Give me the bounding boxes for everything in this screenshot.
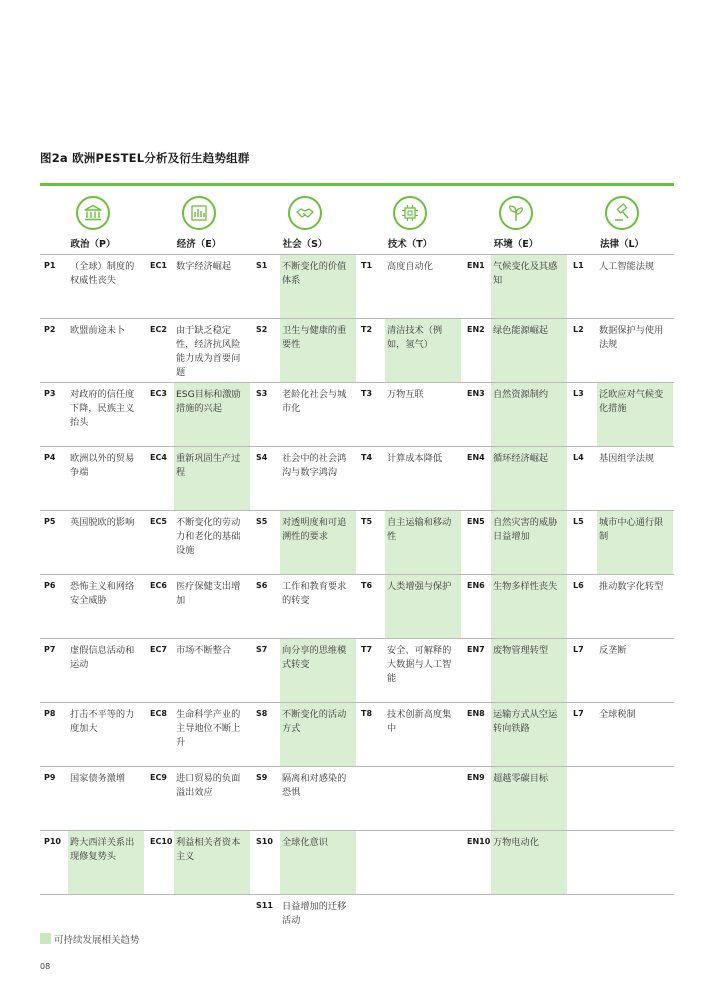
legend-text: 可持续发展相关趋势	[54, 935, 140, 946]
trend-code: EC3	[150, 389, 167, 398]
trend-text: ESG目标和激励措施的兴起	[176, 389, 241, 414]
category-header	[569, 186, 675, 254]
trend-cell	[491, 895, 567, 950]
trend-text: 人类增强与保护	[387, 581, 452, 592]
trend-text: 全球化意识	[282, 837, 328, 848]
trend-cell	[280, 383, 356, 446]
trend-code: EN7	[467, 645, 485, 654]
trend-code: L5	[573, 517, 584, 526]
trend-cell	[174, 575, 250, 638]
trend-cell	[174, 767, 250, 830]
trend-code: P5	[44, 517, 56, 526]
trend-cell	[68, 767, 144, 830]
trend-code: EC6	[150, 581, 167, 590]
sustainability-trend-cell	[491, 639, 567, 702]
trend-cell	[385, 895, 461, 950]
trend-code: EN8	[467, 709, 485, 718]
trend-text: 由于缺乏稳定性，经济抗风险能力成为首要问题	[176, 325, 241, 378]
trend-code: EC10	[150, 837, 173, 846]
category-label: 社会（S）	[282, 239, 328, 250]
trend-cell	[597, 575, 673, 638]
trend-code: L2	[573, 325, 584, 334]
trend-text: 万物电动化	[493, 837, 539, 848]
category-header	[146, 186, 252, 254]
handshake-icon	[288, 196, 322, 230]
trend-code: S1	[256, 261, 268, 270]
trend-cell	[280, 575, 356, 638]
category-header	[40, 186, 146, 254]
trend-code: EN6	[467, 581, 485, 590]
trend-code: EC7	[150, 645, 167, 654]
government-building-icon	[76, 196, 110, 230]
trend-code: T7	[361, 645, 373, 654]
trend-code: L4	[573, 453, 584, 462]
sustainability-trend-cell	[491, 767, 567, 830]
page-number: 08	[40, 962, 51, 971]
trend-code: S5	[256, 517, 268, 526]
sustainability-trend-cell	[491, 511, 567, 574]
trend-text: 废物管理转型	[493, 645, 549, 656]
trend-text: 数字经济崛起	[176, 261, 232, 272]
sustainability-trend-cell	[280, 703, 356, 766]
sustainability-trend-cell	[491, 575, 567, 638]
trend-text: 超越零碳目标	[493, 773, 549, 784]
trend-cell	[68, 319, 144, 382]
figure-title: 图2a 欧洲PESTEL分析及衍生趋势组群	[40, 151, 250, 165]
trend-text: 医疗保健支出增加	[176, 581, 241, 606]
trend-cell	[68, 639, 144, 702]
category-label: 政治（P）	[70, 239, 116, 250]
trend-code: T1	[361, 261, 373, 270]
trend-code: EC5	[150, 517, 167, 526]
trend-code: S11	[256, 901, 273, 910]
trend-code: T3	[361, 389, 373, 398]
gavel-icon	[605, 196, 639, 230]
sustainability-trend-cell	[280, 511, 356, 574]
trend-cell	[597, 255, 673, 318]
trend-text: 社会中的社会鸿沟与数字鸿沟	[282, 453, 347, 478]
table-row	[40, 638, 674, 702]
sustainability-trend-cell	[174, 383, 250, 446]
sustainability-trend-cell	[491, 447, 567, 510]
category-headers	[40, 186, 674, 254]
trend-text: 虚假信息活动和运动	[70, 645, 135, 670]
trend-cell	[385, 383, 461, 446]
table-row	[40, 574, 674, 638]
table-row	[40, 510, 674, 574]
category-label: 法律（L）	[599, 239, 645, 250]
trend-code: EN4	[467, 453, 485, 462]
table-row	[40, 382, 674, 446]
trend-text: 计算成本降低	[387, 453, 443, 464]
trend-code: S10	[256, 837, 273, 846]
category-header	[357, 186, 463, 254]
trend-code: S6	[256, 581, 268, 590]
trend-text: 气候变化及其感知	[493, 261, 558, 286]
trend-cell	[280, 767, 356, 830]
trend-code: P3	[44, 389, 56, 398]
sustainability-trend-cell	[491, 255, 567, 318]
trend-code: P10	[44, 837, 61, 846]
trend-text: 市场不断整合	[176, 645, 232, 656]
trend-code: T8	[361, 709, 373, 718]
trend-text: 全球税制	[599, 709, 636, 720]
trend-text: 反垄断	[599, 645, 627, 656]
trend-code: S3	[256, 389, 268, 398]
pestel-table	[40, 186, 674, 950]
trend-code: T5	[361, 517, 373, 526]
trend-text: 跨大西洋关系出现修复势头	[70, 837, 135, 862]
trend-text: （全球）制度的权威性丧失	[70, 261, 135, 286]
trend-code: EN2	[467, 325, 485, 334]
trend-text: 日益增加的迁移活动	[282, 901, 347, 926]
trend-cell	[68, 447, 144, 510]
trend-cell	[174, 895, 250, 950]
trend-text: 生物多样性丧失	[493, 581, 558, 592]
trend-cell	[385, 703, 461, 766]
trend-code: L6	[573, 581, 584, 590]
trend-code: L7	[573, 709, 584, 718]
trend-code: EN9	[467, 773, 485, 782]
sustainability-trend-cell	[174, 831, 250, 894]
trend-code: EC1	[150, 261, 167, 270]
trend-text: 推动数字化转型	[599, 581, 664, 592]
category-label: 技术（T）	[387, 239, 433, 250]
plant-sprout-icon	[499, 196, 533, 230]
trend-code: EC9	[150, 773, 167, 782]
trend-code: P2	[44, 325, 56, 334]
sustainability-trend-cell	[491, 703, 567, 766]
table-row	[40, 830, 674, 894]
table-row	[40, 254, 674, 318]
trend-cell	[597, 319, 673, 382]
trend-text: 卫生与健康的重要性	[282, 325, 347, 350]
trend-code: P8	[44, 709, 56, 718]
trend-cell	[280, 895, 356, 950]
category-header	[463, 186, 569, 254]
trend-cell	[597, 447, 673, 510]
trend-code: S9	[256, 773, 268, 782]
trend-cell	[385, 639, 461, 702]
trend-text: 恐怖主义和网络安全威胁	[70, 581, 135, 606]
legend-swatch	[40, 933, 51, 944]
trend-text: 清洁技术（例如，氢气）	[387, 325, 443, 350]
trend-rows	[40, 254, 674, 950]
trend-code: P9	[44, 773, 56, 782]
trend-cell	[68, 703, 144, 766]
trend-cell	[68, 575, 144, 638]
trend-code: S8	[256, 709, 268, 718]
trend-cell	[597, 831, 673, 894]
sustainability-trend-cell	[385, 575, 461, 638]
trend-text: 不断变化的劳动力和老化的基础设施	[176, 517, 241, 556]
trend-cell	[385, 767, 461, 830]
trend-code: S4	[256, 453, 268, 462]
trend-code: EN3	[467, 389, 485, 398]
trend-code: T6	[361, 581, 373, 590]
trend-cell	[597, 703, 673, 766]
trend-text: 不断变化的价值体系	[282, 261, 347, 286]
microchip-icon	[393, 196, 427, 230]
trend-text: 向分享的思维模式转变	[282, 645, 347, 670]
trend-text: 城市中心通行限制	[599, 517, 664, 542]
trend-text: 绿色能源崛起	[493, 325, 549, 336]
trend-code: EN10	[467, 837, 491, 846]
trend-code: S2	[256, 325, 268, 334]
trend-code: L3	[573, 389, 584, 398]
trend-cell	[68, 255, 144, 318]
trend-code: P7	[44, 645, 56, 654]
trend-text: 安全、可解释的大数据与人工智能	[387, 645, 452, 684]
trend-text: 循环经济崛起	[493, 453, 549, 464]
trend-text: 老龄化社会与城市化	[282, 389, 347, 414]
trend-code: T4	[361, 453, 373, 462]
table-row	[40, 702, 674, 766]
trend-code: EN5	[467, 517, 485, 526]
table-row	[40, 446, 674, 510]
trend-text: 基因组学法规	[599, 453, 655, 464]
sustainability-trend-cell	[280, 255, 356, 318]
trend-code: EN1	[467, 261, 485, 270]
trend-cell	[385, 255, 461, 318]
trend-text: 技术创新高度集中	[387, 709, 452, 734]
trend-cell	[174, 639, 250, 702]
trend-text: 对透明度和可追溯性的要求	[282, 517, 347, 542]
trend-cell	[597, 639, 673, 702]
trend-code: L1	[573, 261, 584, 270]
sustainability-trend-cell	[174, 447, 250, 510]
trend-cell	[174, 319, 250, 382]
category-header	[252, 186, 358, 254]
trend-cell	[174, 255, 250, 318]
trend-cell	[385, 831, 461, 894]
trend-code: P4	[44, 453, 56, 462]
trend-text: 泛欧应对气候变化措施	[599, 389, 664, 414]
trend-text: 生命科学产业的主导地位不断上升	[176, 709, 241, 748]
trend-code: L7	[573, 645, 584, 654]
trend-code: P6	[44, 581, 56, 590]
trend-cell	[597, 895, 673, 950]
table-row	[40, 766, 674, 830]
trend-text: 不断变化的活动方式	[282, 709, 347, 734]
trend-code: EC2	[150, 325, 167, 334]
sustainability-trend-cell	[491, 383, 567, 446]
sustainability-trend-cell	[68, 831, 144, 894]
trend-text: 运输方式从空运转向铁路	[493, 709, 558, 734]
sustainability-trend-cell	[597, 383, 673, 446]
trend-text: 欧洲以外的贸易争端	[70, 453, 135, 478]
table-row	[40, 318, 674, 382]
trend-text: 打击不平等的力度加大	[70, 709, 135, 734]
trend-text: 进口贸易的负面溢出效应	[176, 773, 241, 798]
trend-text: 人工智能法规	[599, 261, 655, 272]
sustainability-trend-cell	[280, 831, 356, 894]
trend-cell	[174, 511, 250, 574]
trend-text: 重新巩固生产过程	[176, 453, 241, 478]
trend-cell	[174, 703, 250, 766]
trend-text: 高度自动化	[387, 261, 433, 272]
trend-text: 利益相关者资本主义	[176, 837, 241, 862]
trend-code: S7	[256, 645, 268, 654]
trend-cell	[68, 383, 144, 446]
trend-text: 自然资源制约	[493, 389, 549, 400]
sustainability-trend-cell	[280, 319, 356, 382]
sustainability-trend-cell	[280, 639, 356, 702]
trend-text: 自然灾害的威胁日益增加	[493, 517, 558, 542]
category-label: 经济（E）	[176, 239, 222, 250]
trend-cell	[68, 511, 144, 574]
trend-text: 国家债务激增	[70, 773, 126, 784]
trend-cell	[385, 447, 461, 510]
bar-chart-icon	[182, 196, 216, 230]
trend-cell	[597, 767, 673, 830]
trend-code: T2	[361, 325, 373, 334]
sustainability-trend-cell	[491, 831, 567, 894]
sustainability-trend-cell	[597, 511, 673, 574]
trend-text: 自主运输和移动性	[387, 517, 452, 542]
trend-code: EC4	[150, 453, 167, 462]
trend-code: EC8	[150, 709, 167, 718]
trend-text: 万物互联	[387, 389, 424, 400]
trend-text: 工作和教育要求的转变	[282, 581, 347, 606]
trend-cell	[280, 447, 356, 510]
sustainability-trend-cell	[385, 319, 461, 382]
trend-text: 隔离和对感染的恐惧	[282, 773, 347, 798]
category-label: 环境（E）	[493, 239, 539, 250]
sustainability-trend-cell	[385, 511, 461, 574]
trend-text: 欧盟前途未卜	[70, 325, 126, 336]
trend-text: 对政府的信任度下降，民族主义抬头	[70, 389, 135, 428]
sustainability-trend-cell	[491, 319, 567, 382]
trend-code: P1	[44, 261, 56, 270]
trend-text: 数据保护与使用法规	[599, 325, 664, 350]
trend-text: 英国脱欧的影响	[70, 517, 135, 528]
